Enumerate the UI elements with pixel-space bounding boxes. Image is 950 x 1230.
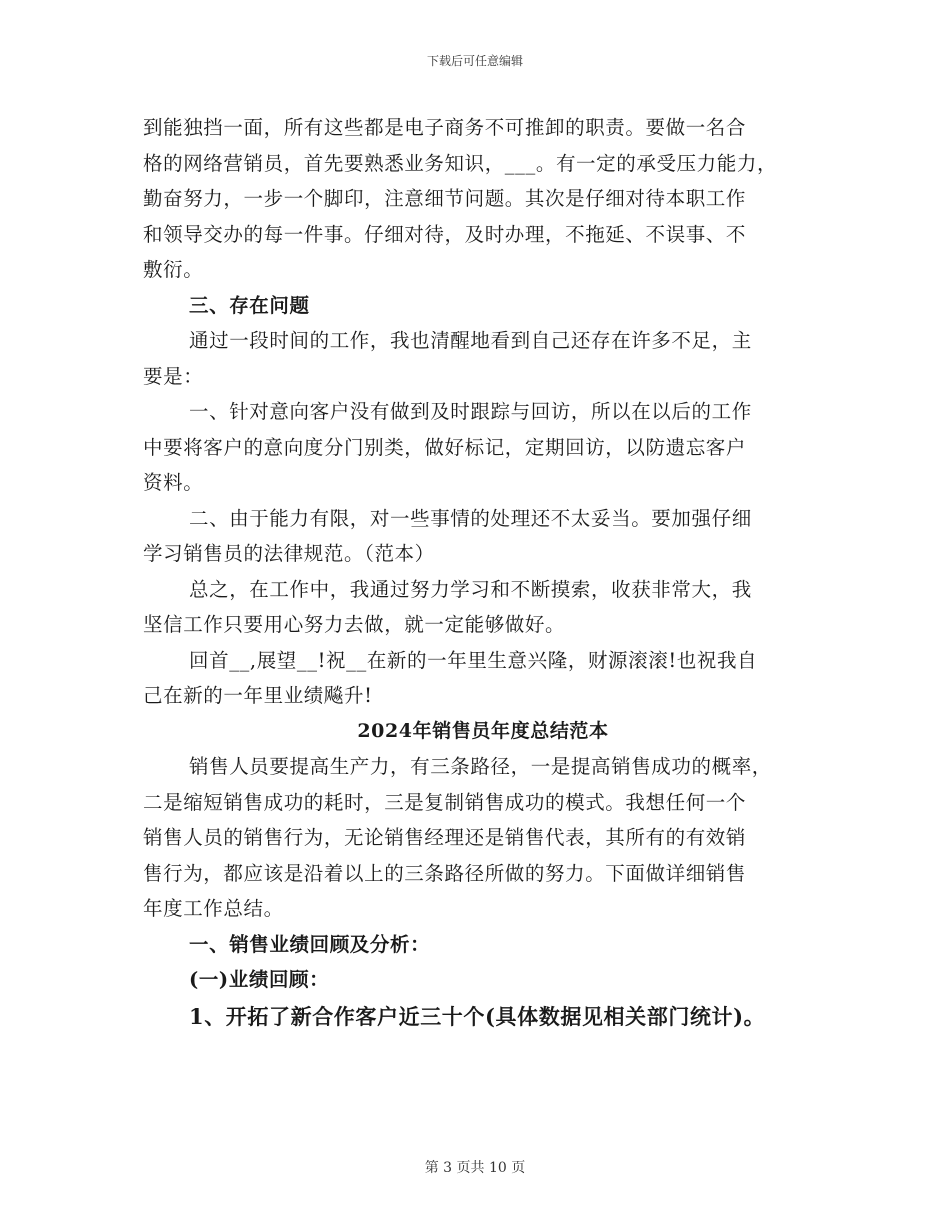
document-body xyxy=(143,110,823,1036)
paragraph-line: 要是： xyxy=(143,364,204,388)
paragraph-line: 回首__,展望__!祝__在新的一年里生意兴隆，财源滚滚!也祝我自 xyxy=(189,648,758,672)
paragraph-line: 学习销售员的法律规范。（范本） xyxy=(143,542,435,565)
paragraph-line: 销售人员要提高生产力，有三条路径，一是提高销售成功的概率， xyxy=(189,755,772,778)
document-title: 2024年销售员年度总结范本 xyxy=(357,719,609,742)
paragraph-line: 敷衍。 xyxy=(143,258,204,281)
paragraph-line: 勤奋努力，一步一个脚印，注意细节问题。其次是仔细对待本职工作 xyxy=(143,187,747,210)
section-heading: 三、存在问题 xyxy=(189,293,310,317)
page-header: 下载后可任意编辑 xyxy=(426,54,523,68)
subsection-heading: (一)业绩回顾： xyxy=(189,968,330,991)
paragraph-line: 坚信工作只要用心努力去做，就一定能够做好。 xyxy=(143,613,566,636)
paragraph-line: 总之，在工作中，我通过努力学习和不断摸索，收获非常大，我 xyxy=(189,577,752,601)
paragraph-line: 一、针对意向客户没有做到及时跟踪与回访，所以在以后的工作 xyxy=(189,400,752,423)
paragraph-line: 和领导交办的每一件事。仔细对待，及时办理，不拖延、不误事、不 xyxy=(143,222,747,246)
paragraph-line: 通过一段时间的工作，我也清醒地看到自己还存在许多不足，主 xyxy=(189,329,752,352)
paragraph-line: 售行为，都应该是沿着以上的三条路径所做的努力。下面做详细销售 xyxy=(143,861,747,885)
paragraph-line: 二是缩短销售成功的耗时，三是复制销售成功的模式。我想任何一个 xyxy=(143,790,747,814)
paragraph-line: 资料。 xyxy=(143,471,204,494)
list-item-heading: 1、开拓了新合作客户近三十个(具体数据见相关部门统计)。 xyxy=(189,1003,766,1029)
page-footer: 第 3 页共 10 页 xyxy=(424,1160,526,1176)
paragraph-line: 年度工作总结。 xyxy=(143,897,284,920)
paragraph-line: 中要将客户的意向度分门别类，做好标记，定期回访，以防遗忘客户 xyxy=(143,435,747,459)
paragraph-line: 格的网络营销员，首先要熟悉业务知识，___。有一定的承受压力能力， xyxy=(143,151,778,175)
section-heading: 一、销售业绩回顾及分析： xyxy=(189,932,431,956)
paragraph-line: 己在新的一年里业绩飚升! xyxy=(143,684,373,707)
paragraph-line: 销售人员的销售行为，无论销售经理还是销售代表，其所有的有效销 xyxy=(143,826,747,849)
paragraph-line: 二、由于能力有限，对一些事情的处理还不太妥当。要加强仔细 xyxy=(189,506,752,530)
paragraph-line: 到能独挡一面，所有这些都是电子商务不可推卸的职责。要做一名合 xyxy=(143,116,747,139)
